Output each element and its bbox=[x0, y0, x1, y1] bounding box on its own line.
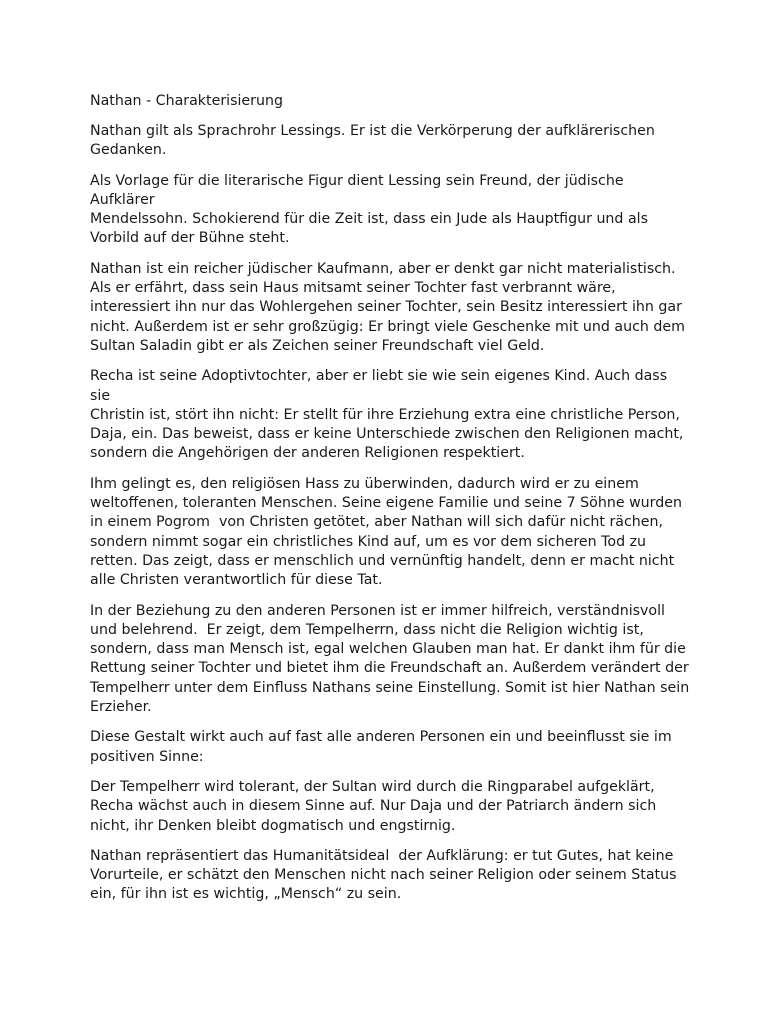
document-title: Nathan - Charakterisierung bbox=[90, 93, 283, 109]
paragraph-6: In der Beziehung zu den anderen Personen ist er immer hilfreich, verständnisvoll und belehrend. Er zeigt, dem Tempelherrn, dass nicht die Religion wichtig ist, sondern, dass man Mensch ist, egal welchen Glauben man hat. Er dankt ihm für die Rettung seiner Tochter und bietet ihm die Freundschaft an. Außerdem verändert der Tempelherr unter dem Einfluss Nathans seine Einstellung. Somit ist hier Nathan sein Erzieher. bbox=[90, 602, 690, 716]
paragraph-3: Nathan ist ein reicher jüdischer Kaufmann, aber er denkt gar nicht materialistisch. Als er erfährt, dass sein Haus mitsamt seiner Tochter fast verbrannt wäre, interessiert ihn nur das Wohlergehen seiner Tochter, sein Besitz interessiert ihn gar nicht. Außerdem ist er sehr großzügig: Er bringt viele Geschenke mit und auch dem Sultan Saladin gibt er als Zeichen seiner Freundschaft viel Geld. bbox=[90, 260, 685, 354]
document-page bbox=[90, 92, 690, 916]
paragraph-2: Als Vorlage für die literarische Figur dient Lessing sein Freund, der jüdische Aufklärer Mendelssohn. Schokierend für die Zeit ist, dass ein Jude als Hauptfigur und als Vorbild auf der Bühne steht. bbox=[90, 172, 648, 247]
paragraph-5: Ihm gelingt es, den religiösen Hass zu überwinden, dadurch wird er zu einem weltoffenen, toleranten Menschen. Seine eigene Familie und seine 7 Söhne wurden in einem Pogrom von Christen getötet, aber Nathan will sich dafür nicht rächen, sondern nimmt sogar ein christliches Kind auf, um es vor dem sicheren Tod zu retten. Das zeigt, dass er menschlich und vernünftig handelt, denn er macht nicht alle Christen verantwortlich für diese Tat. bbox=[90, 475, 682, 589]
paragraph-9: Nathan repräsentiert das Humanitätsideal der Aufklärung: er tut Gutes, hat keine Vorurteile, er schätzt den Menschen nicht nach seiner Religion oder seinem Status ein, für ihn ist es wichtig, „Mensch“ zu sein. bbox=[90, 847, 677, 903]
paragraph-8: Der Tempelherr wird tolerant, der Sultan wird durch die Ringparabel aufgeklärt, Recha wächst auch in diesem Sinne auf. Nur Daja und der Patriarch ändern sich nicht, ihr Denken bleibt dogmatisch und engstirnig. bbox=[90, 778, 657, 834]
paragraph-7: Diese Gestalt wirkt auch auf fast alle anderen Personen ein und beeinflusst sie im positiven Sinne: bbox=[90, 729, 672, 765]
paragraph-1: Nathan gilt als Sprachrohr Lessings. Er ist die Verkörperung der aufklärerischen Gedanken. bbox=[90, 123, 655, 159]
paragraph-4: Recha ist seine Adoptivtochter, aber er liebt sie wie sein eigenes Kind. Auch dass sie Christin ist, stört ihn nicht: Er stellt für ihre Erziehung extra eine christliche Person, Daja, ein. Das beweist, dass er keine Unterschiede zwischen den Religionen macht, sondern die Angehörigen der anderen Religionen respektiert. bbox=[90, 368, 684, 462]
